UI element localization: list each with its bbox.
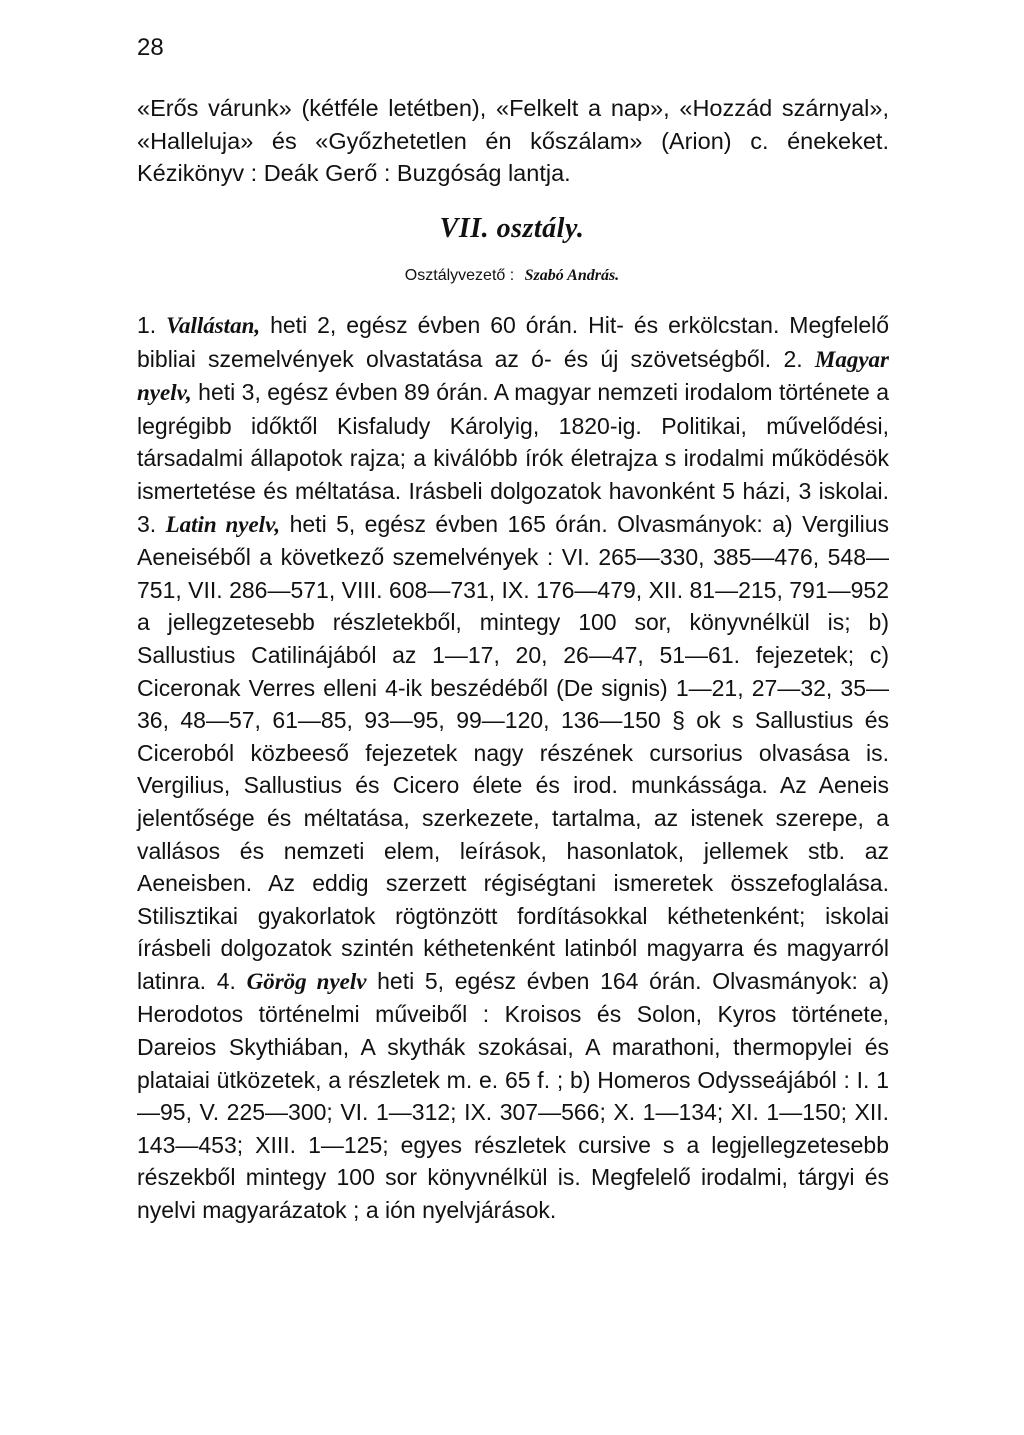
subject-text-latin: heti 5, egész évben 165 órán. Olvasmányok: a) Vergilius Aeneiséből a következő szemelvények : VI. 265—330, 385—476, 548—751, VII. 286—571, VIII. 608—731, IX. 176—479, XII. 81—215, 791—952 a jellegzetesebb részletekből, mintegy 100 sor, könyvnélkül is; b) Sallustius Catilinájából az 1—17, 20, 26—47, 51—61. fejezetek; c) Ciceronak Verres elleni 4-ik beszédéből (De signis) 1—21, 27—32, 35—36, 48—57, 61—85, 93—95, 99—120, 136—150 § ok s Sallustius és Ciceroból közbeeső fejezetek nagy részének cursorius olvasása is. Vergilius, Sallustius és Cicero élete és irod. munkássága. Az Aeneis jelentősége és méltatása, szerkezete, tartalma, az istenek szerepe, a vallásos és nemzeti elem, leírások, hasonlatok, jellemek stb. az Aeneisben. Az eddig szerzett régiségtani ismeretek összefoglalása. Stilisztikai gyakorlatok rögtönzött fordításokkal kéthetenként; iskolai írásbeli dolgozatok szintén kéthetenként latinból magyarra és magyarról latinra. bbox=[137, 510, 890, 994]
subject-number: 4. bbox=[216, 967, 236, 994]
head-teacher-label: Osztályvezető : bbox=[404, 267, 515, 284]
subject-number: 3. bbox=[137, 510, 157, 537]
subject-number: 2. bbox=[783, 345, 803, 372]
curriculum-paragraph bbox=[137, 309, 889, 1227]
subject-name-religion: Vallástan, bbox=[166, 313, 261, 338]
subject-name-latin: Latin nyelv, bbox=[165, 511, 281, 537]
subject-text-religion: heti 2, egész évben 60 órán. Hit- és erkölcstan. Megfelelő bibliai szemelvények olvastatása az ó- és új szövetségből. bbox=[137, 312, 890, 372]
subject-number: 1. bbox=[137, 312, 157, 338]
head-teacher-line bbox=[0, 267, 1024, 285]
subject-text-hungarian: heti 3, egész évben 89 órán. A magyar nemzeti irodalom története a legrégibb időktől Kisfaludy Károlyig, 1820-ig. Politikai, művelődési, társadalmi állapotok rajza; a kiválóbb írók életrajza s irodalmi működésök ismertetése és méltatása. Irásbeli dolgozatok havonként 5 házi, 3 iskolai. bbox=[137, 379, 890, 504]
page-number: 28 bbox=[137, 34, 164, 61]
class-heading: VII. osztály. bbox=[439, 213, 585, 244]
intro-paragraph: «Erős várunk» (kétféle letétben), «Felkelt a nap», «Hozzád szárnyal», «Halleluja» és «Győzhetetlen én kőszálam» (Arion) c. énekeket. Kézikönyv : Deák Gerő : Buzgóság lantja. bbox=[137, 95, 889, 186]
subject-name-hungarian: Magyar nyelv, bbox=[137, 346, 889, 406]
subject-name-greek: Görög nyelv bbox=[246, 968, 367, 994]
subject-text-greek: heti 5, egész évben 164 órán. Olvasmányok: a) Herodotos történelmi műveiből : Kroisos és Solon, Kyros története, Dareios Skythiában, A skythák szokásai, A marathoni, thermopylei és plataiai ütközetek, a részletek m. e. 65 f. ; b) Homeros Odysseájából : I. 1—95, V. 225—300; VI. 1—312; IX. 307—566; X. 1—134; XI. 1—150; XII. 143—453; XIII. 1—125; egyes részletek cursive s a legjellegzetesebb részekből mintegy 100 sor könyvnélkül is. Megfelelő irodalmi, tárgyi és nyelvi magyarázatok ; a ión nyelvjárások. bbox=[137, 967, 890, 1224]
head-teacher-name: Szabó András. bbox=[524, 267, 620, 284]
